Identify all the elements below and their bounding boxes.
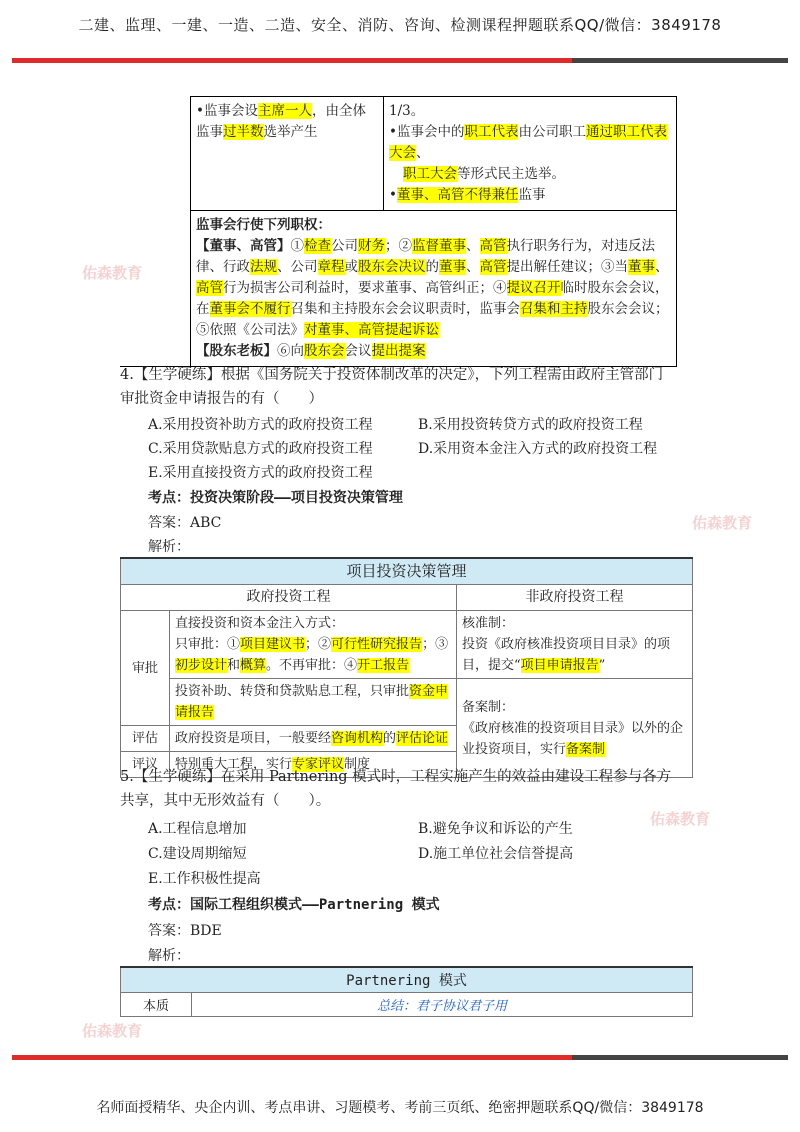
page-footer: 名师面授精华、央企内训、考点串讲、习题模考、考前三页纸、绝密押题联系QQ/微信：3849178 [96,1100,704,1116]
row-shenpi: 审批 [121,611,170,726]
investment-decision-table [120,557,693,778]
supervisory-board-table [120,96,677,367]
summary-text: 总结：君子协议君子用 [192,993,693,1017]
q5-answer: 答案：BDE [148,923,222,939]
powers-cell: 监事会行使下列职权： 【董事、高管】①检查公司财务；②监督董事、高管执行职务行为，对违反法律、行政法规、公司章程或股东会决议的董事、高管提出解任建议；③当董事、高管行为损害公司利益时，要求董事、高管纠正；④提议召开临时股东会会议，在董事会不履行召集和主持股东会会议职责时，监事会召集和主持股东会会议；⑤依照《公司法》对董事、高管提起诉讼 【股东老板】⑥向股东会会议提出提案 [191,211,677,367]
col-nongov-header: 非政府投资工程 [457,585,693,611]
q5-option-b: B.避免争议和诉讼的产生 [418,821,573,837]
header-rule [12,58,788,63]
nongov-filing: 备案制： 《政府核准的投资项目目录》以外的企业投资项目，实行备案制 [457,679,693,778]
q4-option-d: D.采用资本金注入方式的政府投资工程 [418,441,658,457]
footer-rule [12,1055,788,1060]
blank-cell [120,97,191,367]
q5-kaodian: 考点：国际工程组织模式——Partnering 模式 [148,897,440,913]
page-header: 二建、监理、一建、一造、二造、安全、消防、咨询、检测课程押题联系QQ/微信：3849178 [78,16,722,34]
q5-option-e: E.工作积极性提高 [148,871,261,887]
gov-approval-subsidy: 投资补助、转贷和贷款贴息工程，只审批资金申请报告 [170,679,457,726]
gov-approval-direct: 直接投资和资本金注入方式： 只审批：①项目建议书；②可行性研究报告；③ 初步设计和概算。不再审批：④开工报告 [170,611,457,679]
q4-kaodian: 考点：投资决策阶段——项目投资决策管理 [148,490,403,506]
q4-option-b: B.采用投资转贷方式的政府投资工程 [418,417,643,433]
row-pingyi: 评议 [121,752,170,778]
table2-caption: 项目投资决策管理 [121,558,693,585]
question-5-stem: 5.【生学硬练】在采用 Partnering 模式时，工程实施产生的效益由建设工程参与各方 共享，其中无形效益有（ ）。 [120,769,672,809]
q4-option-e: E.采用直接投资方式的政府投资工程 [148,465,373,481]
q5-option-d: D.施工单位社会信誉提高 [418,846,574,862]
watermark-logo: 佑森教育 [692,514,753,532]
q4-option-a: A.采用投资补助方式的政府投资工程 [148,417,373,433]
watermark-logo: 佑森教育 [82,264,143,282]
q4-answer: 答案：ABC [148,515,222,531]
q5-option-a: A.工程信息增加 [148,821,247,837]
q4-option-c: C.采用贷款贴息方式的政府投资工程 [148,441,373,457]
col-gov-header: 政府投资工程 [121,585,457,611]
row-essence: 本质 [121,993,192,1017]
gov-evaluation: 政府投资是项目，一般要经咨询机构的评估论证 [170,726,457,752]
employee-rep-cell: 1/3。 •监事会中的职工代表由公司职工通过职工代表大会、 职工大会等形式民主选举。 •董事、高管不得兼任监事 [384,97,677,211]
nongov-approval: 核准制： 投资《政府核准投资项目目录》的项目，提交“项目申请报告” [457,611,693,679]
partnering-table [120,966,693,1017]
watermark-logo: 佑森教育 [650,810,711,828]
board-chair-cell: •监事会设主席一人，由全体 监事过半数选举产生 [191,97,384,211]
watermark-logo: 佑森教育 [82,1022,143,1040]
q5-jiexi: 解析： [148,948,190,964]
gov-review: 特别重大工程，实行专家评议制度 [170,752,457,778]
table3-caption: Partnering 模式 [121,967,693,993]
row-pinggu: 评估 [121,726,170,752]
q5-option-c: C.建设周期缩短 [148,846,247,862]
question-4-stem: 4.【生学硬练】根据《国务院关于投资体制改革的决定》，下列工程需由政府主管部门 审批资金申请报告的有（ ） [120,367,664,407]
q4-jiexi: 解析： [148,539,190,555]
